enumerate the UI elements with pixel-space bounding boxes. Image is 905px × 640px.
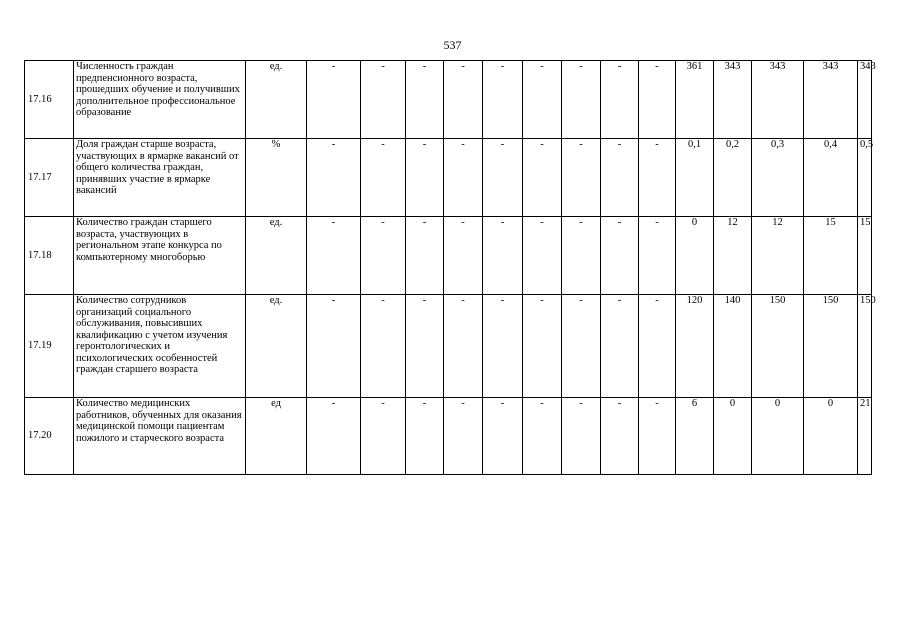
indicator-name-cell: Количество граждан старшего возраста, участвующих в региональном этапе конкурса по компьютерному многоборью xyxy=(74,217,246,295)
value-cell: - xyxy=(562,398,601,475)
value-cell: - xyxy=(523,61,562,139)
indicator-name-cell: Количество сотрудников организаций социального обслуживания, повысивших квалификацию с учетом изучения геронтологических и психологических особенностей граждан старшего возраста xyxy=(74,295,246,398)
value-cell: - xyxy=(562,295,601,398)
value-cell: - xyxy=(601,295,639,398)
value-cell: 343 xyxy=(804,61,858,139)
value-cell: - xyxy=(639,139,676,217)
table-row xyxy=(25,398,872,475)
value-cell: 0,5 xyxy=(858,139,872,217)
value-cell: - xyxy=(406,217,444,295)
value-cell: 0 xyxy=(714,398,752,475)
value-cell: 150 xyxy=(858,295,872,398)
value-cell: - xyxy=(483,295,523,398)
value-cell: 343 xyxy=(752,61,804,139)
table-row xyxy=(25,139,872,217)
unit-cell: ед. xyxy=(246,217,307,295)
value-cell: 0 xyxy=(804,398,858,475)
indicators-table xyxy=(24,60,876,475)
row-number-cell: 17.17 xyxy=(25,139,74,217)
value-cell: - xyxy=(307,398,361,475)
value-cell: - xyxy=(406,295,444,398)
value-cell: - xyxy=(523,217,562,295)
value-cell: - xyxy=(601,139,639,217)
value-cell: 0 xyxy=(676,217,714,295)
value-cell: 15 xyxy=(858,217,872,295)
value-cell: - xyxy=(523,295,562,398)
value-cell: - xyxy=(307,217,361,295)
value-cell: - xyxy=(307,61,361,139)
value-cell: - xyxy=(483,139,523,217)
unit-cell: ед. xyxy=(246,295,307,398)
value-cell: 0,1 xyxy=(676,139,714,217)
unit-cell: % xyxy=(246,139,307,217)
value-cell: - xyxy=(444,139,483,217)
value-cell: - xyxy=(406,61,444,139)
value-cell: 6 xyxy=(676,398,714,475)
value-cell: - xyxy=(639,217,676,295)
value-cell: - xyxy=(307,139,361,217)
value-cell: - xyxy=(562,139,601,217)
value-cell: 0 xyxy=(752,398,804,475)
value-cell: 150 xyxy=(752,295,804,398)
value-cell: 343 xyxy=(714,61,752,139)
unit-cell: ед. xyxy=(246,61,307,139)
value-cell: 120 xyxy=(676,295,714,398)
row-number-cell: 17.19 xyxy=(25,295,74,398)
indicator-name-cell: Доля граждан старше возраста, участвующих в ярмарке вакансий от общего количества граждан, принявших участие в ярмарке вакансий xyxy=(74,139,246,217)
value-cell: - xyxy=(406,398,444,475)
value-cell: - xyxy=(523,139,562,217)
indicator-name-cell: Численность граждан предпенсионного возраста, прошедших обучение и получивших дополнительное профессиональное образование xyxy=(74,61,246,139)
row-number-cell: 17.18 xyxy=(25,217,74,295)
value-cell: - xyxy=(601,61,639,139)
value-cell: - xyxy=(307,295,361,398)
value-cell: 15 xyxy=(804,217,858,295)
row-number-cell: 17.20 xyxy=(25,398,74,475)
row-number-cell: 17.16 xyxy=(25,61,74,139)
value-cell: 12 xyxy=(714,217,752,295)
value-cell: - xyxy=(523,398,562,475)
indicator-name-cell: Количество медицинских работников, обученных для оказания медицинской помощи пациентам пожилого и старческого возраста xyxy=(74,398,246,475)
value-cell: 12 xyxy=(752,217,804,295)
table-row xyxy=(25,295,872,398)
value-cell: 0,2 xyxy=(714,139,752,217)
value-cell: - xyxy=(361,139,406,217)
unit-cell: ед xyxy=(246,398,307,475)
value-cell: 343 xyxy=(858,61,872,139)
value-cell: - xyxy=(601,217,639,295)
value-cell: - xyxy=(562,217,601,295)
value-cell: - xyxy=(406,139,444,217)
table-row xyxy=(25,217,872,295)
value-cell: - xyxy=(361,217,406,295)
value-cell: - xyxy=(361,398,406,475)
value-cell: - xyxy=(483,61,523,139)
value-cell: - xyxy=(444,217,483,295)
value-cell: - xyxy=(639,61,676,139)
value-cell: - xyxy=(639,295,676,398)
value-cell: - xyxy=(444,295,483,398)
value-cell: - xyxy=(639,398,676,475)
value-cell: - xyxy=(444,398,483,475)
value-cell: 21 xyxy=(858,398,872,475)
value-cell: 0,3 xyxy=(752,139,804,217)
value-cell: - xyxy=(601,398,639,475)
page-number: 537 xyxy=(443,38,462,52)
table-row xyxy=(25,61,872,139)
value-cell: 361 xyxy=(676,61,714,139)
value-cell: - xyxy=(361,295,406,398)
value-cell: 140 xyxy=(714,295,752,398)
value-cell: - xyxy=(444,61,483,139)
value-cell: - xyxy=(483,217,523,295)
value-cell: 0,4 xyxy=(804,139,858,217)
value-cell: - xyxy=(483,398,523,475)
value-cell: 150 xyxy=(804,295,858,398)
value-cell: - xyxy=(562,61,601,139)
value-cell: - xyxy=(361,61,406,139)
